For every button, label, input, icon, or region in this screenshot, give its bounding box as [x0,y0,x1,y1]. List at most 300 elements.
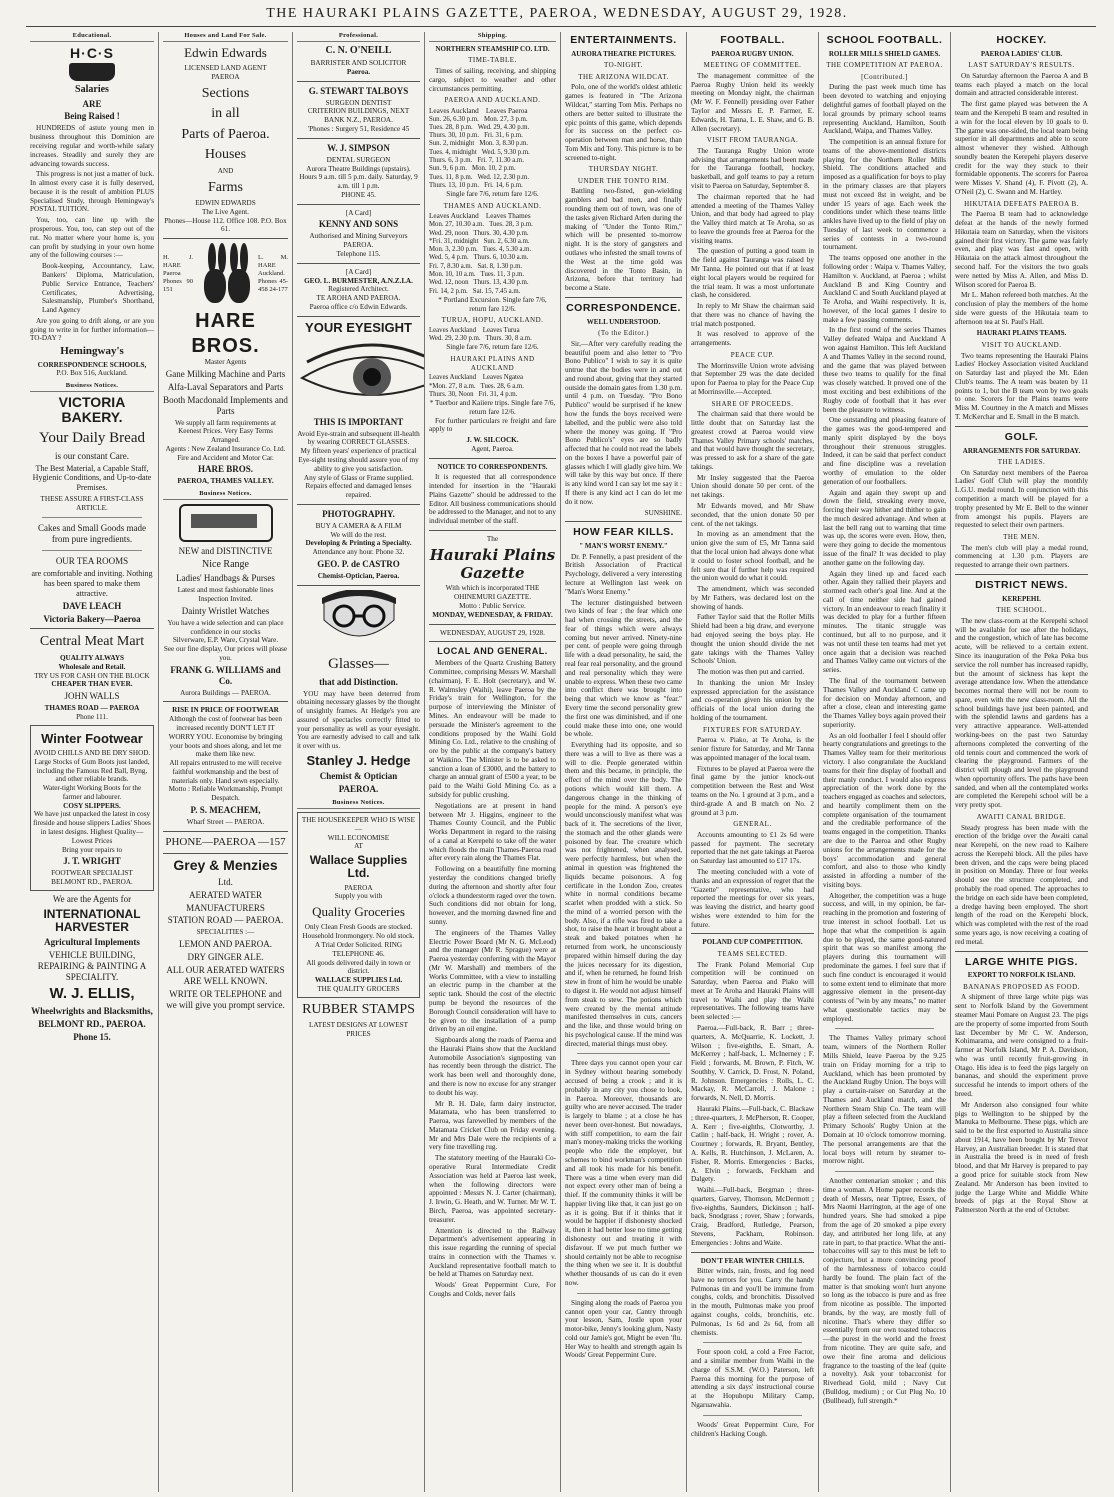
wallace-text: Household Ironmongery. No old stock. [302,932,415,941]
eyesight-text: My fifteen years' experience of practical Eye-sight testing should assure you of my ability to give you satisfaction. [298,447,419,473]
hemingway-school: CORRESPONDENCE SCHOOLS, [37,360,147,369]
wallace-name: Wallace Supplies Ltd. [309,853,408,881]
subheading: " MAN'S WORST ENEMY." [579,542,668,551]
separator [835,1028,934,1029]
course-list: Book-keeping, Accountancy, Law, Bankers' Diploma, Matriculation, Public Service Entrance, Teachers' Certificates, Advertising, Salesmanship, Plumber's Shorthand, Land Agency [42,262,154,315]
separator [429,641,556,642]
separator [42,517,142,518]
meat-mart-text: Wholesale and Retail. [58,662,126,671]
local-paragraph: Signboards along the roads of Paeroa and the Hauraki Plains show that the Auckland Automobile Association's signposting van has recently been through the district. The work has been well and thoroughly done, and there is now no excuse for any stranger to doubt his way. [429,1036,556,1097]
local-paragraph: The engineers of the Thames Valley Electric Power Board (Mr N. G. McLeod) and the manager (Mr R. Sprague) were at Paeroa yesterday conferring with the Mayor (Mr W. Marshall) and members of the Works Committee, with a view to installing an electric pump in the chamber at the septic tank. Should the cost of the electric pump be beyond the resources of the Borough Council consideration will have to be given to the installation of a pump driven by an oil engine. [429,928,556,1034]
victoria-bakery-bread: Your Daily Bread [39,429,145,446]
hare-text: Agents : New Zealand Insurance Co. Ltd. Fire and Accident and Motor Car. [165,444,286,462]
article-paragraph: Mr L. Mahon refereed both matches. At the conclusion of play the members of the home side were guests of the Hikutaia team to afternoon tea at St. Paul's Hall. [955,291,1088,326]
subheading: THE COMPETITION AT PAEROA. [826,61,943,70]
article-paragraph: The Thames Valley primary school team, winners of the Northern Roller Mills Shield, leave Paeroa by the 9.25 train on Friday morning for a trip to Auckland, which has been promoted by the Auckland Rugby Union. The boys will play a curtain-raiser on Saturday at the Thames and Auckland match, and the Northern Steam Ship Co. The team will play a fifteen selected from the Auckland Primary Schools' Rugby Union at the Domain at 10 o'clock tomorrow morning. The personal arrangements are that the local boys will return by steamer to-morrow night. [823,1034,946,1166]
article-paragraph: Dr. P. Fennelly, a past president of the British Association of Practical Psychology, delivered a very interesting lecture at Wellington last week on "Man's Worst Enemy." [565,552,682,596]
ee-sections: Sections [201,85,250,101]
subheading: MEETING OF COMMITTEE. [703,61,802,70]
local-paragraph: Mr R. H. Dale, farm dairy instructor, Matamata, who has been transferred to Paeroa, was farewelled by members of the Matamata Cricket Club on Friday evening. Mr and Mrs Dale were the recipients of a very fine travelling rug. [429,1099,556,1152]
article-paragraph: Bitter winds, rain, frosts, and fog need have no terrors for you. Carry the handy Pulmonas tin and you'll be immune from coughs, colds, and bronchitis. Dissolved in the mouth, Pulmonas make you proof against coughs, colds, bronchitis, etc. Pulmonas, 1s 6d and 2s 6d, from all chemists. [691,1267,814,1337]
footwear-text: Large Stocks of Gum Boots just landed, including the Famous Red Ball, Byng, and other reliable brands. [34,757,150,784]
subheading: FIXTURES FOR SATURDAY. [702,725,803,734]
section-label: Business Notices. [297,799,420,809]
footwear-owner: J. T. WRIGHT [63,856,121,867]
shipping-times: Leaves Auckland Leaves Ngatea *Mon. 27, 8 a.m. Tues. 28, 6 a.m. Thurs. 30, Noon Fri. 31, 4 p.m. [429,374,524,398]
separator [955,574,1088,575]
talboys-text: CRITERION BUILDINGS, NEXT BANK N.Z., PAEROA. [307,107,410,125]
oneill-name: C. N. O'NEILL [325,44,392,56]
shipping-header: Leaves Auckland Leaves Paeroa [429,106,528,115]
subheading: BANANAS PROPOSED AS FOOD. [963,982,1080,991]
article-paragraph: One outstanding and pleasing feature of the games was the good-tempered and manly spirit displayed by the boys throughout their strenuous struggles. Indeed, it can be said that perfect conduct and fine discipline was a revelation worthy of emulation to the older generation of our footballers. [823,416,946,486]
burmester-name: GEO. L. BURMESTER, A.N.Z.I.A. [304,276,413,285]
column-8 [951,32,1092,1492]
separator [429,458,556,459]
burmester-text: TE AROHA AND PAEROA. [316,294,401,303]
article-paragraph: The final of the tournament between Thames Valley and Auckland C came up for decision on Monday afternoon, and after a close, clean and interesting game the Thames Valley boys again proved their superiority. [823,676,946,729]
article-paragraph: Everything had its opposite, and so there was a will to live as there was a will to die. People generated within them and this became, in principle, the effect of the mind over the body. The potions which would kill them. A dangerous change in the thinking of people for the mind. A person's eye would unconsciously manifest what was back of it. The secretions of the liver, the stomach and the other glands were poisoned by fear. The creature which was not frightened, when analysed, were perfectly harmless, but when the animal in question was frightened the liquids became poisonous. A fog certificate in the London Zoo, creates white in normal conditions became scarlet when prodded with a stick. So the mind of a worried person with the body. Also, if a rifle was fired to take a shot, to raise the heart it brought about a steak and baked potatoes when he returned from work, he unconsciously prepared within himself during the day the juices necessary for its digestion, and if, when he returned, he found Irish stew in front of him he would be unable to digest it. He would not adjust himself from steak to stew. The potions which were created by the mental attitude manifested themselves in cuts, cancers and the like, and those would bring on his psychological cause. If the mind was directed, material things must obey. [565,741,682,1048]
article-paragraph: Polo, one of the world's oldest athletic games is featured in "The Arizona Wildcat," starring Tom Mix. Perhaps no others are better suited to illustrate the epic points of this game, which depends for its success on the perfect co-operation between man and horse, than Tom Mix and Tony. This picture is to be screened to-night. [565,83,682,162]
simpson-text: DENTAL SURGEON [326,155,391,164]
shipping-fare: * Tuerbor and Kaiiere trips. Single fare 7/6, return fare 12/6. [429,399,556,416]
hedge-text: Chemist & Optician [319,771,398,782]
victoria-bakery-care: is our constant Care. [55,450,129,461]
article-paragraph: Battling two-fisted, gun-wielding gamblers and bad men, and finally rounding them out of town, was one of the tasks given Richard Arlen during the making of "Under the Tonto Rim," which will be presented to-morrow night. It is the story of gangsters and outlaws who infested the small towns of the West at the time gold was discovered in the Tonto Basin, in Arizona, before that territory had become a State. [565,187,682,293]
eyesight-text: Repairs effected and damaged lenses repaired. [305,482,412,500]
separator [703,1342,802,1343]
eyesight-title: YOUR EYESIGHT [305,319,412,335]
hare-text: We supply all farm requirements at Keenest Prices. Very Easy Terms Arranged. [174,418,276,445]
gazette-days: MONDAY, WEDNESDAY, & FRIDAY. [432,610,553,619]
hare-text: Gane Milking Machine and Parts [165,368,286,379]
photo-text: Attendance any hour. Phone 32. [312,548,405,557]
talboys-name: G. STEWART TALBOYS [308,85,409,96]
shipping-times: Leaves Auckland Leaves Turua Wed. 29, 2.30 p.m. Thurs. 30, 8 a.m. [429,326,532,343]
shipping-agent: Agent, Paeroa. [471,445,514,454]
ad-salaries-heading: Salaries [75,84,109,95]
subheading: POLAND CUP COMPETITION. [702,938,803,947]
wallace-text: AT [354,842,363,851]
separator [163,701,288,702]
subheading: KEREPEHI. [1002,594,1041,603]
subheading: PEACE CUP. [730,351,775,360]
wallace-text: THE HOUSEKEEPER WHO IS WISE— [301,816,416,833]
article-paragraph: On Saturday next members of the Paeroa Ladies' Golf Club will play the monthly L.G.U. medal round. In conjunction with this competition a match will be played for a trophy presented by Mr E. Bell to the winner from amongst his pupils. Players are requested to select their own partners. [955,468,1088,530]
section-label: Business Notices. [163,490,288,500]
meachem-name: P. S. MEACHEM, [190,805,261,816]
hare-right-contact: L. M. HARE Auckland. Phones 45-458 24-177 [258,254,288,294]
edwin-edwards-name: Edwin Edwards [184,44,267,60]
meachem-text: Motto : Reliable Workmanship, Prompt Despatch. [168,785,283,803]
article-paragraph: During the past week much time has been devoted to watching and enjoying delightful games of football played on the local grounds by primary school teams representing Auckland, Hamilton, South Auckland, Waipa, and Thames Valley. [823,83,946,136]
article-paragraph: The Tauranga Rugby Union wrote advising that arrangements had been made for the Tauranga football, hockey, basketball, and golf teams to pay a return visit to Paeroa on Saturday, September 8. [691,146,814,190]
article-paragraph: It was resolved to approve of the arrangements. [691,330,814,348]
article-paragraph: Father Taylor said that the Roller Mills Shield had been a big draw, and everyone had enjoyed seeing the boys play. He thought the union should divide the net gate takings with the Thames Valley Schools' Union. [691,613,814,666]
rubber-stamps-text: LATEST DESIGNS AT LOWEST PRICES [309,1021,408,1038]
ee-text: PAEROA [211,72,240,81]
separator [835,1171,934,1172]
ee-houses: Houses [204,147,247,163]
simpson-text: Aurora Theatre Buildings (upstairs). [306,164,411,173]
article-paragraph: The chairman reported that he had attended a meeting of the Thames Valley Union, and that body had agreed to play the Valley third match at Te Aroha, so as to leave the grounds free at Paeroa for the visiting teams. [691,192,814,245]
footwear-text: FOOTWEAR SPECIALIST BELMONT RD., PAEROA. [51,869,133,887]
separator [163,238,288,239]
section-label: Shipping. [429,32,556,42]
separator [297,585,420,586]
signature: SUNSHINE. [644,508,682,517]
article-paragraph: The Paeroa B team had to acknowledge defeat at the hands of the newly formed Hikutaia team on Saturday, when the visitors gained their first victory. The game was fairly even, and play was fast and open, with Hikutaia on the attack almost throughout the second half. For the visitors the two goals were netted by Miss A. Allen, and Miss D. Wilson scored for Paeroa B. [955,210,1088,289]
notice-text: It is requested that all correspondence intended for insertion in the "Hauraki Plains Gazette" should be addressed to the Editor. All business communications should be addressed to the Manager, and not to any individual member of the staff. [429,473,556,526]
glasses-title: Glasses— [328,655,389,672]
article-paragraph: Four spoon cold, a cold a Free Factor, and a similar member from Waihi in the charge of S.S.M. (W.O.) Paterson, left Paeroa this morning for the purpose of attending a six days' instructional course at the Hopuhopu Military Camp, Ngaruawahia. [691,1348,814,1410]
subheading: AWAITI CANAL BRIDGE. [976,813,1067,822]
harvester-text: Phone 15. [73,1031,111,1042]
talboys-text: SURGEON DENTIST [325,98,392,107]
separator [297,263,420,264]
gazette-text: With which is incorporated THE OHINEMURI GAZETTE. [445,584,540,602]
fear-kills-heading: HOW FEAR KILLS. [573,526,674,539]
article-paragraph: The teams opposed one another in the following order : Waipa v. Thames Valley, Hamilton v. Auckland, at Paeroa ; whilst Auckland B and King Country and Auckland C and South Auckland played at Te Aroha, and Waihi respectively. It is, however, of the local games I desire to make a few passing comments. [823,254,946,324]
separator [703,1415,802,1416]
victoria-bakery-address: Victoria Bakery—Paeroa [43,613,141,624]
article-paragraph: Fixtures to be played at Paeroa were the final game by the junior knock-out competition between the Rest and West teams on the No. 1 ground at 3 p.m., and a third-grade A and B match on No. 2 ground at 3 p.m. [691,764,814,817]
victoria-bakery-text: THESE ASSURE A FIRST-CLASS ARTICLE. [40,494,144,512]
article-paragraph: The competition is an annual fixture for teams of the above-mentioned districts playing for the Northern Roller Mills Shield. The conditions attached and imposed as a qualification for boys to play in the primary classes are that players must not exceed 8st in weight, and be under 15 years of age. Each week the conditions under which these teams little ankles have lived up to the field of play on Tuesday of last week to commence a series of contests in a two-round tournament. [823,138,946,252]
meachem-text: Wharf Street — PAEROA. [186,818,265,826]
williams-text: Dainty Wristlet Watches [181,605,270,616]
column-5 [561,32,686,1492]
harvester-text: We are the Agents for [52,893,132,904]
ad-salaries-raised: Being Raised ! [64,111,120,122]
shipping-route: PAEROA AND AUCKLAND. [444,96,541,105]
glasses-subtitle: that add Distinction. [319,676,398,687]
williams-text: Latest and most fashionable lines Inspection Invited. [177,586,274,604]
subheading: UNDER THE TONTO RIM. [577,176,670,185]
section-label: Business Notices. [30,382,154,392]
footwear-text: Bring your repairs to [61,845,123,854]
subheading: TEAMS SELECTED. [717,950,788,959]
separator [297,316,420,317]
shipping-text: Times of sailing, receiving, and shipping cargo, subject to weather and other circumstances permitting. [429,66,556,93]
handbag-illustration-icon [179,504,273,542]
article-paragraph: Paeroa v. Piako, at Te Aroha, is the senior fixture for Saturday, and Mr Tanna was appointed manager of the local team. [691,736,814,762]
article-paragraph: The Morrinsville Union wrote advising that September 29 was the date decided upon for Paeroa to play for the Peace Cup at Morrinsville.—Accepted. [691,361,814,396]
golf-heading: GOLF. [1004,430,1039,443]
kenny-name: KENNY AND SONS [318,219,399,230]
oneill-text: Paeroa. [346,67,371,76]
gm-text: SPECIALITIES :— [196,928,255,937]
separator [955,951,1088,952]
glasses-text: YOU may have been deterred from obtaining necessary glasses by the thought of unsightly frames. At Hedge's you are assured of spectacles correctly fitted to your personality as well as your eyesight. You are earnestly advised to call and talk it over with us. [297,689,420,751]
white-pigs-heading: LARGE WHITE PIGS. [965,955,1078,968]
shipping-fare: Single fare 7/6, return fare 12/6. [446,343,539,352]
article-paragraph: Mr Anderson also consigned four white pigs to Wellington to be shipped by the Manuka to Melbourne. These pigs, which are said to be the first exported to Australia since about 1914, have been bought by Mr Trevor Harvey, an Australian breeder. It is stated that in Australia the breed is in need of fresh blood, and that Mr Harvey is prepared to pay a good price for suitable stock from New Zealand. Mr Anderson has been invited to judge the Large White and Middle White breeds of pigs at the Royal Show at Palmerston North at the end of October. [955,1100,1088,1215]
local-paragraph: Negotiations are at present in hand between Mr J. Higgins, engineer to the Thames County Council, and the Public Works Department in regard to the raising of a canal at Kerepehi to take off the water which floods the main Thames-Paeroa road after every rain along the Thames Flat. [429,801,556,863]
williams-text: Nice Range [202,559,249,571]
shipping-timetable: TIME-TABLE. [468,56,517,65]
hemingway-address: P.O. Box 516, Auckland. [56,369,128,378]
hedge-name: Stanley J. Hedge [306,752,411,768]
section-label: Houses and Land For Sale. [163,32,288,42]
williams-text: Aurora Buildings — PAEROA. [180,688,271,697]
district-news-heading: DISTRICT NEWS. [975,579,1068,591]
article-paragraph: Three days you cannot open your car in Sydney without hearing somebody accused of being a crook ; and it is probably in any city you chose to look, in Paeroa. Moreover, thousands are guilty who are never accused. The trader is largely to blame ; at a close he has never been over-honest. But nowadays, with stiff competition, to earn the fair man's money-making tricks the working people who ride the employer, but schemes to bind workman's competition and all took his made for his benefit. There was a time when every man did not expect every other man of being a thief. If the community thinks it will be happier living like that, it can just go on as it is going. But if it thinks that it would be happier if dishonesty shocked it, then it had better lose no time getting dishonesty out and treating it with disfavour. If we put much further we should certainly not be able to recognise the thing when we see it. It is doubtful whether thousands of us can do it even now. [565,1059,683,1287]
subheading: AURORA THEATRE PICTURES. [571,49,676,58]
winter-footwear-title: Winter Footwear [41,730,143,746]
card-tag: [A Card] [345,208,372,217]
article-paragraph: The chairman said that there would be little doubt that on Saturday last the greatest crowd at Paeroa would view Thames Valley Primary schools' matches, and that would have thought the secretary, was pressed to ask for a share of the gate takings. [691,410,814,471]
harvester-text: VEHICLE BUILDING, REPAIRING & PAINTING A SPECIALITY. [37,950,147,983]
hare-bros-logo: HARE BROS. [191,310,260,357]
article-paragraph: The first game played was between the A team and the Kerepehi B team and resulted in a win for the local eleven by 10 goals to 0. The game was one-sided, the local team being superior in all departments and able to score almost whenever they wished. Although soundly beaten the Kerepehi players deserve credit for the way they stuck to their formidable opponents. The scorers for Paeroa were Misses V. Shand (4), F. Pivott (2), A. O'Neil (2), C. Swann and M. Hartley. [955,100,1088,197]
gm-text: WRITE OR TELEPHONE and we will give you prompt service. [166,989,285,1011]
separator [297,204,420,205]
separator [163,831,288,832]
article-paragraph: Steady progress has been made with the erection of the bridge over the Awaiti canal near Kerepehi, on the new road to Kaihere across the Kerepehi block. All the piles have been driven, and the caps were being placed in position on Monday. Three or four weeks should see the structure completed, and probably the road opened. The approaches to the bridge on each side have been completed, a dredge having been employed. The short length of the road on the Kerepehi block, which was completed with the rest of the road some years ago, is now receiving a coating of red metal. [955,823,1088,946]
shipping-times: Mon. 27, 10.30 a.m. Tues. 28, 3 p.m. Wed. 29, noon Thurs. 30, 4.30 p.m. *Fri. 31, midnight Sun. 2, 6.30 a.m. Mon. 3, 2.30 p.m. Tues. 4, 5.30 a.m. Wed. 5, 4 p.m. Thurs. 6, 10.30 a.m. Fri. 7, 8.30 a.m. Sat. 8, 1.30 p.m. Mon. 10, 10 a.m. Tues. 11, 3 p.m. Wed. 12, noon Thurs. 13, 4.30 p.m. Fri. 14, 2 p.m. Sat. 15, 7.45 a.m. [429,221,533,295]
ad-salaries-are: ARE [82,98,102,109]
separator [955,426,1088,427]
face-with-glasses-icon [304,590,414,652]
williams-text: Silverware, E.P. Ware, Crystal Ware. [172,636,279,645]
ad-paragraph: This progress is not just a matter of luck. In almost every case it is fully deserved, because it is the result of ambition PLUS Specialised Study, through Hemingway's POSTAL TUITION. [30,170,154,214]
hockey-heading: HOCKEY. [996,34,1047,46]
hemingway-name: Hemingway's [60,345,124,358]
williams-text: See our fine display, Our prices will please you. [163,645,288,662]
subheading: VISIT FROM TAURANGA. [706,136,799,145]
subheading: [Contributed.] [861,72,908,81]
article-paragraph: As an old footballer I feel I should offer hearty congratulations and greetings to the Thames Valley team for their meritorious victory. I also congratulate the Auckland teams for their fine display of football and their manly conduct. I would also express appreciation of the work done by the teachers engaged as coaches and selectors, and heartily compliment them on the complete organisation of the tournament and the creditable performance of the teams engaged in the competition. Thanks are due to the Paeroa and other Rugby unions for the arrangements made for the boys' accommodation and general comfort, and also to those who kindly assisted in affording a number of the visiting boys. [823,731,946,889]
eyesight-text: Avoid Eye-strain and subsequent ill-health by wearing CORRECT GLASSES. [297,429,420,447]
column-2 [159,32,292,1492]
local-paragraph: The statutory meeting of the Hauraki Co-operative Rural Intermediate Credit Association was held at Paeroa last week, when the following directors were appointed : Messrs N. J. Carter (chairman), J. Irwin, G. Heath, and W. Turner. Mr W. T. Birch, Paeroa, was appointed secretary-treasurer. [429,1154,556,1224]
column-3 [293,32,424,1492]
victoria-bakery-title: VICTORIA BAKERY. [58,394,126,426]
williams-text: NEW and DISTINCTIVE [178,546,273,557]
meat-mart-text: QUALITY ALWAYS [59,653,125,662]
article-paragraph: The question of putting a good team in the field against Tauranga was raised by Mr Tanna. He pointed out that if at least eight local players would be required for the trial team. It was a most unfortunate clash, he considered. [691,247,814,300]
simpson-name: W. J. SIMPSON [327,142,390,153]
gm-text: MANUFACTURERS [186,902,265,913]
separator [565,521,682,522]
shipping-route: HAURAKI PLAINS AND AUCKLAND [450,355,535,372]
kenny-text: Authorised and Mining Surveyors PAEROA. [309,232,408,250]
shipping-fare: * Portland Excursion. Single fare 7/6, return fare 12/6. [438,295,547,313]
ad-paragraph: HUNDREDS of astute young men in business throughout this Dominion are receiving regular and worth-while salary increases. Steadily and surely they are advancing towards success. [30,124,154,168]
footwear-text: AVOID CHILLS AND BE DRY SHOD. [33,748,151,757]
ee-text: Phones—House 112. Office 108. P.O. Box 61. [164,216,287,234]
kenny-text: Telephone 115. [336,249,381,258]
local-paragraph: Members of the Quartz Crushing Battery Committee, comprising Messrs W. Marshall (chairman), F. E. Holt (secretary), and W. R. Walmsley (Waihi), leave Paeroa by the Friday's train for Wellington, for the purpose of interviewing the Minister of Mines. An endeavour will be made to persuade the Minister's agreement to the conditions proposed by the Waihi Gold Mining Co. Ltd., relative to the crushing of ore by the public at the company's battery at Waikino. The Minister is to be asked to sanction a loan of £3000, and the battery to charge an annual grant of £500 a year, to be paid to the Waihi Gold Mining Co. as a subsidy for public crushing. [429,659,556,800]
masthead: THE HAURAKI PLAINS GAZETTE, PAEROA, WEDNESDAY, AUGUST 29, 1928. [266,6,848,21]
wallace-text: WILL ECONOMISE [327,833,390,842]
article-paragraph: Mr Edwards moved, and Mr Shaw seconded, that the union donate 50 per cent. of the net takings. [691,502,814,528]
shipping-header: Leaves Auckland Leaves Thames [429,212,531,221]
footwear-text: COSY SLIPPERS. [63,801,121,810]
section-label: Educational. [30,32,154,42]
hare-left-contact: H. J. HARE Paeroa Phones 90 151 [163,254,193,294]
hcs-logo [30,45,154,81]
meat-mart-text: TRY US FOR CASH ON THE BLOCK [34,671,150,680]
article-paragraph: Hauraki Plains.—Full-back, C. Blackaw ; three-quarters, J. McPherson, R. Cooper, A. Kerr ; five-eighths, Clotworthy, J. Catlin ; half-back, H. Wright ; rover, A. Courtney ; forwards, R. Bryant, Bentley, A. Kells, R. Hutchinson, J. McLaren, A. Fisher, R. Morris. Emergencies : Backs, A. Elvin ; forwards, Feckham and Dalgety. [691,1105,814,1184]
phone-number: PHONE—PAEROA —157 [165,835,286,848]
wallace-text: Supply you with [334,892,383,901]
shipping-agent: J. W. SILCOCK. [466,436,519,445]
meachem-title: RISE IN PRICE OF FOOTWEAR [172,706,279,715]
column-6 [687,32,818,1492]
hare-text: Master Agents [204,357,247,366]
subheading: PAEROA RUGBY UNION. [711,49,794,58]
gm-text: Ltd. [218,876,233,887]
shipping-company: NORTHERN STEAMSHIP CO. LTD. [435,44,550,53]
hare-text: HARE BROS. [197,464,253,475]
separator [163,853,288,854]
article-paragraph: The men's club will play a medal round, commencing at 1.30 p.m. Players are requested to arrange their own partners. [955,543,1088,570]
subheading: SHARE OF PROCEEDS. [711,399,794,408]
card-tag: [A Card] [345,267,372,276]
separator [691,933,814,934]
book-icon [69,63,115,81]
meat-mart-owner: JOHN WALLS [64,691,120,702]
wallace-text: A Trial Order Solicited. RING TELEPHONE 46. [314,941,403,958]
article-paragraph: Accounts amounting to £1 2s 6d were passed for payment. The secretary reported that the net gate takings at Paeroa on Saturday last amounted to £17 17s. [691,830,814,866]
meat-mart-text: CHEAPER THAN EVER. [51,680,133,689]
subheading: GENERAL. [733,820,772,829]
wallace-text: THE QUALITY GROCERS [317,984,400,993]
column-4 [425,32,560,1492]
separator [297,81,420,82]
ee-text: The Live Agent. [202,207,249,216]
separator [577,1053,670,1054]
talboys-text: 'Phones : Surgery 51, Residence 45 [307,124,410,133]
ad-paragraph: You, too, can line up with the prosperous. You, too, can step out of the rut. No matter where your home is, you can profit by studying in your own home any of the following courses :— [30,216,154,260]
subheading: VISIT TO AUCKLAND. [981,341,1062,350]
entertainments-heading: ENTERTAINMENTS. [570,34,677,46]
article-paragraph: The new class-room at the Kerepehi school will be available for use after the holidays, and the congestion, which of late has become acute, will be relieved to a certain extent. Since its inauguration of the Peka Peka bus service the roll number has increased rapidly, but the amount of sickness has kept the average attendance low. When the attendance becomes normal there will not be room to spare, even with the new class-room. All the school buildings have just been painted, and with the splendid lawns and gardens has a very attractive appearance. Well-attended working-bees on the past two Saturday afternoons completed the converting of the old tennis court and commenced the work of clearing the playground. Farmers of the district will plough and level the playground when opportunity offers. The paths have been sanded, and when all the contemplated works are completed the Kerepehi school will be a very pretty spot. [955,616,1088,810]
victoria-bakery-text: are comfortable and inviting. Nothing has been spared to make them attractive. [31,569,153,598]
williams-text: Ladies' Handbags & Purses [176,573,275,584]
subheading: PAEROA LADIES' CLUB. [980,49,1063,58]
footwear-text: Water-tight Working Boots for the farmer and labourer. [42,784,142,801]
williams-text: You have a wide selection and can place confidence in our stocks [167,618,284,636]
football-heading: FOOTBALL. [720,34,785,46]
ee-in-all: in all [211,106,240,122]
hare-text: Booth Macdonald Implements and Parts [163,394,288,416]
ad-paragraph: Are you going to drift along, or are you going to write in for further information—TO-DAY ? [30,316,154,343]
article-paragraph: A shipment of three large white pigs was sent to Norfolk Island by the Government steamer Maui Pomare on August 23. The pigs are the property of some imported from South last December by Mr C. W. Anderson, Kohimarama, and were consigned to a fruit-farmer at Norfolk Island, Mr P. A. Davidson, who was until recently fruit-growing in Otago. His idea is to feed the pigs largely on bananas, and should the experiment prove successful he intends to import others of the breed. [955,993,1088,1098]
wallace-text: PAEROA [344,883,373,892]
article-paragraph: Sir,—After very carefully reading the beautiful poem and also letter to "Pro Bono Publico" I wish to say it is quite untrue that the bodies were in and out and round about, giving that they started outside the domain gates from 1.30 p.m. until 4 p.m. on Tuesday. "Pro Bono Publico" would be surprised if he knew how the funds the boys received were labelled, and the public were also told where the money was going. If "Pro Bono Publico's" eyes are so badly affected that he could not read the labels on the boxes I have a powerful pair of glasses which I will gladly give him. We will take by this way but once. If there is any kind word I can say let me say it : If there is any kind act I can do let me do it now. [565,339,682,506]
gazette-motto: Motto : Public Service. [459,601,526,610]
notice-title: NOTICE TO CORRESPONDENTS. [437,462,548,471]
article-paragraph: In the first round of the series Thames Valley defeated Waipa and Auckland A won against Hamilton. This left Auckland A and Thames Valley in the second round, and the game that was played between these two teams to qualify for the final was closely watched. It proved one of the most exciting and best exhibitions of the Rugby code of football that it has ever been the pleasure to witness. [823,326,946,414]
article-paragraph: The motion was then put and carried. [697,668,805,677]
local-paragraph: Woods' Great Peppermint Cure, For Coughs and Colds, never fails [429,1281,556,1298]
section-label: Professional. [297,32,420,42]
article-paragraph: The management committee of the Paeroa Rugby Union held its weekly meeting on Monday night, the chairman (Mr W. F. Fennell) presiding over Father Taylor and Messrs E. P. Farmer, E. Edwards, H. Tanna, L. E. Shaw, and G. B. Allen (secretary). [691,71,814,133]
subheading: EXPORT TO NORFOLK ISLAND. [967,971,1076,980]
harvester-text: Wheelwrights and Blacksmiths, [31,1005,153,1016]
separator [297,504,420,505]
separator [429,624,556,625]
shipping-text: For further particulars re freight and fare apply to [429,416,556,434]
burmester-text: Paeroa office c/o Edwin Edwards. [309,302,408,311]
victoria-bakery-text: The Best Material, a Capable Staff, Hygienic Conditions, and Up-to-date Premises. [32,463,152,493]
column-7 [819,32,950,1492]
local-general-heading: LOCAL AND GENERAL. [437,646,548,657]
shipping-route: THAMES AND AUCKLAND. [443,201,542,210]
simpson-text: PHONE 45. [341,190,376,199]
grey-menzies-title: Grey & Menzies [173,857,278,874]
ellis-name: W. J. ELLIS, [49,985,135,1003]
hcs-logo-text: H·C·S [70,44,114,61]
correspondence-heading: CORRESPONDENCE. [566,301,681,314]
article-paragraph: Two teams representing the Hauraki Plains Ladies' Hockey Association visited Auckland on Saturday last and played the Mt. Eden Club's teams. The A team was beaten by 11 points to 1, but the B team won by two goals to one. Scorers for the Plains teams were Miss M. Courtney in the A match and Misses T. McKerchar and E. Small in the B match. [955,351,1088,422]
article-paragraph: Again and again they swept up and down the field, streaking every move, forcing their way hither and thither to gain the much desired advantage. And when at last the bell rang out to warning that time was up, the scores were even. How, then, were they going to decide the momentous issue of the final? It was decided to play another game on the following day. [823,488,946,567]
shipping-route: TURUA, HOPU, AUCKLAND. [441,316,544,325]
article-paragraph: On Saturday afternoon the Paeroa A and B teams each played a match on the local domain and attracted considerable interest. [955,71,1088,98]
gm-text: ALL OUR AERATED WATERS ARE WELL KNOWN. [166,965,285,987]
meachem-text: All repairs entrusted to me will receive faithful workmanship and the best of materials only. Hand sewn especially. [169,759,282,785]
column-1 [26,32,158,1492]
subheading: TO-NIGHT. [603,61,644,70]
article-paragraph: Paeroa.—Full-back, R. Barr ; three-quarters, A. McQuarrie, K. Lockett, J. Wilson ; five-eighths, E. Smart, A. McKerrey ; half-back, L. McInerney ; F. Field ; forwards, M. Brown, P. Fitch, W. Southby, V. Carrick, D. Frost, N. Poland, R. Johnson. Emergencies : Rolls, L. C. Mackay, R. McCarroll, J. Malone ; forwards, N. Nell, D. Morris. [691,1024,814,1103]
castro-name: GEO. P. de CASTRO [317,559,400,570]
gazette-the: The [486,535,499,544]
williams-name: FRANK G. WILLIAMS and Co. [170,664,281,686]
simpson-text: Hours 9 a.m. till 5 p.m. daily. Saturday, 9 a.m. till 1 p.m. [299,173,418,191]
article-paragraph: In reply to Mr Shaw the chairman said that there was no chance of having the trial match postponed. [691,302,814,328]
subheading: ROLLER MILLS SHIELD GAMES. [828,49,941,58]
subheading: THE MEN. [1003,533,1040,542]
subheading: THE SCHOOL. [996,606,1047,615]
harvester-text: Agricultural Implements [44,937,140,948]
ee-text: EDWIN EDWARDS [195,199,256,208]
article-paragraph: The Frank Poland Memorial Cup competition will be continued on Saturday, when Paeroa and Piako will meet at Te Aroha and Hauraki Plains will travel to Waihi and play the Waihi representatives. The following teams have been selected :— [691,960,814,1022]
subheading: DON'T FEAR WINTER CHILLS. [700,1256,805,1265]
wallace-text: All goods delivered daily in town or district. [306,958,411,976]
central-meat-mart-title: Central Meat Mart [39,634,145,650]
article-paragraph: The meeting concluded with a vote of thanks and an expression of regret that the "Gazette" representative, who had reported the meetings for over six years, was leaving the district, and hearty good wishes were extended to him for the future. [691,868,814,929]
gm-text: STATION ROAD — PAEROA. [167,915,284,926]
local-paragraph: Attention is directed to the Railway Department's advertisement appearing in this issue regarding the running of special trains in connection with the Thames v. Auckland representative football match to be held at Thames on Saturday next. [429,1226,556,1279]
subheading: ARRANGEMENTS FOR SATURDAY. [962,446,1081,455]
article-paragraph: Waihi.—Full-back, Bergman ; three-quarters, Garvey, Thomson, McDermott ; five-eighths, Saunders, Dickinson ; half-back, Snodgrass ; rover, Shaw ; forwards, Craig, Bradford, Rutledge, Pearson, Stevens, Packham, Robinson. Emergencies : Johns and Waite. [691,1186,814,1247]
subheading: THURSDAY NIGHT. [588,165,659,174]
subheading: THE ARIZONA WILDCAT. [578,72,669,81]
subheading: LAST SATURDAY'S RESULTS. [968,61,1075,70]
gm-text: AERATED WATER [188,889,263,900]
wallace-text: Only Clean Fresh Goods are stocked. [304,923,413,932]
hare-bros-ad [163,243,288,305]
wallace-groceries: Quality Groceries [312,904,405,920]
subheading: THE LADIES. [997,458,1046,467]
local-paragraph: Following on a beautifully fine morning yesterday the conditions changed briefly during the afternoon and shortly after four o'clock a thunderstorm raged over the town. Such conditions did not obtain for long, however, and the morning dawned fine and sunny. [429,865,556,926]
footwear-text: We have just unpacked the latest in cosy fireside and house slippers Ladies' Shoes in latest designs. Highest Quality—Lowest Prices [33,810,151,845]
hare-text: PAEROA, THAMES VALLEY. [177,477,274,486]
shipping-times: Sun. 26, 6.30 p.m. Mon. 27, 3 p.m. Tues. 28, 8 p.m. Wed. 29, 4.30 p.m. Thurs. 30, 10 p.m. Fri. 31, 6 p.m. Sun. 2, midnight Mon. 3, 8.30 p.m. Tues. 4, midnight Wed. 5, 9.30 p.m. Thurs. 6, 3 p.m. Fri. 7, 11.30 a.m. Sun. 9, 6 p.m. Mon. 10, 2 p.m. Tues. 11, 8 p.m. Wed. 12, 2.30 p.m. Thurs. 13, 10 p.m. Fri. 14, 6 p.m. [429,115,530,189]
wallace-supplies-ad [297,812,420,998]
separator [691,1252,814,1253]
eyesight-text: Any style of Glass or Frame supplied. [303,473,414,482]
separator [30,628,154,629]
separator [429,530,556,531]
article-paragraph: Mr Insley suggested that the Paeroa Union should donate 50 per cent. of the net takings. [691,473,814,500]
article-paragraph: Again they lined up and faced each other. Again they rallied their players and stormed each other's goal line. And at the call of time neither side had gained victory. In an endeavour to reach finality it was decided to play for a further fifteen minutes. The titanic struggle was continued, but all to no purpose, and it was not until these ten teams had met yet once again that a decision was reached and Thames Valley came out victors of the series. [823,569,946,675]
gm-text: DRY GINGER ALE. [187,952,264,963]
gazette-nameplate: Hauraki Plains Gazette [429,545,556,583]
